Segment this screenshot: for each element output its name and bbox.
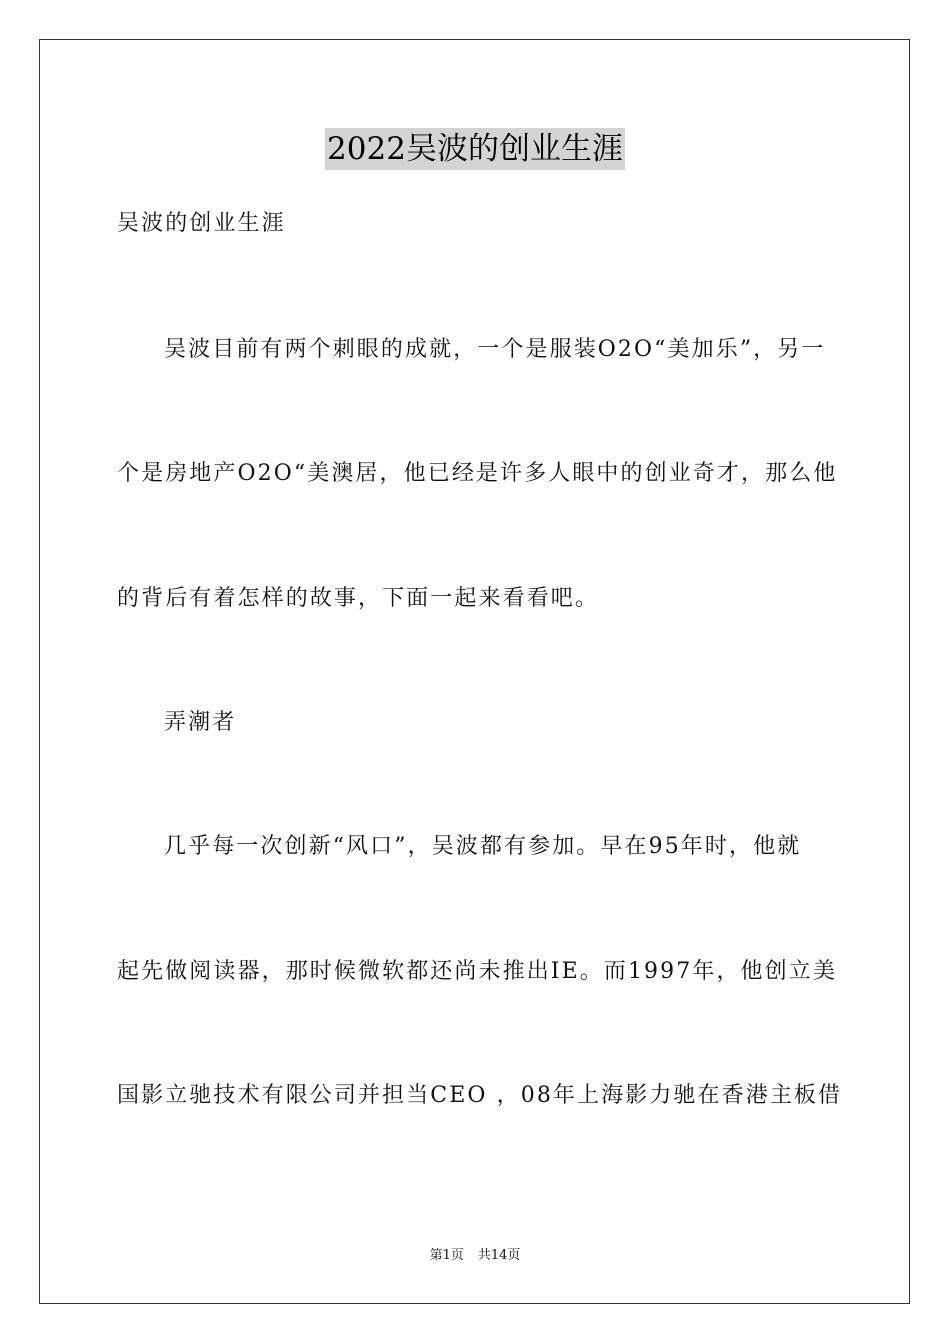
paragraph-line: 个是房地产O2O“美澳居，他已经是许多人眼中的创业奇才，那么他 <box>117 461 838 486</box>
page-number: 第1页 <box>429 1248 464 1263</box>
paragraph-line: 起先做阅读器，那时候微软都还尚未推出IE。而1997年，他创立美 <box>117 959 837 984</box>
paragraph-line: 国影立驰技术有限公司并担当CEO ，08年上海影力驰在香港主板借 <box>117 1083 843 1108</box>
paragraph-line: 几乎每一次创新“风口”，吴波都有参加。早在95年时，他就 <box>164 834 802 859</box>
paragraph-line: 吴波目前有两个刺眼的成就，一个是服装O2O“美加乐”，另一 <box>164 337 826 362</box>
section-heading: 弄潮者 <box>164 710 237 735</box>
title-container <box>0 128 950 170</box>
page-footer <box>0 1247 950 1265</box>
paragraph-line: 的背后有着怎样的故事，下面一起来看看吧。 <box>117 586 600 611</box>
document-title: 2022吴波的创业生涯 <box>325 128 625 170</box>
document-subtitle: 吴波的创业生涯 <box>117 211 286 236</box>
page-total: 共14页 <box>477 1248 521 1263</box>
